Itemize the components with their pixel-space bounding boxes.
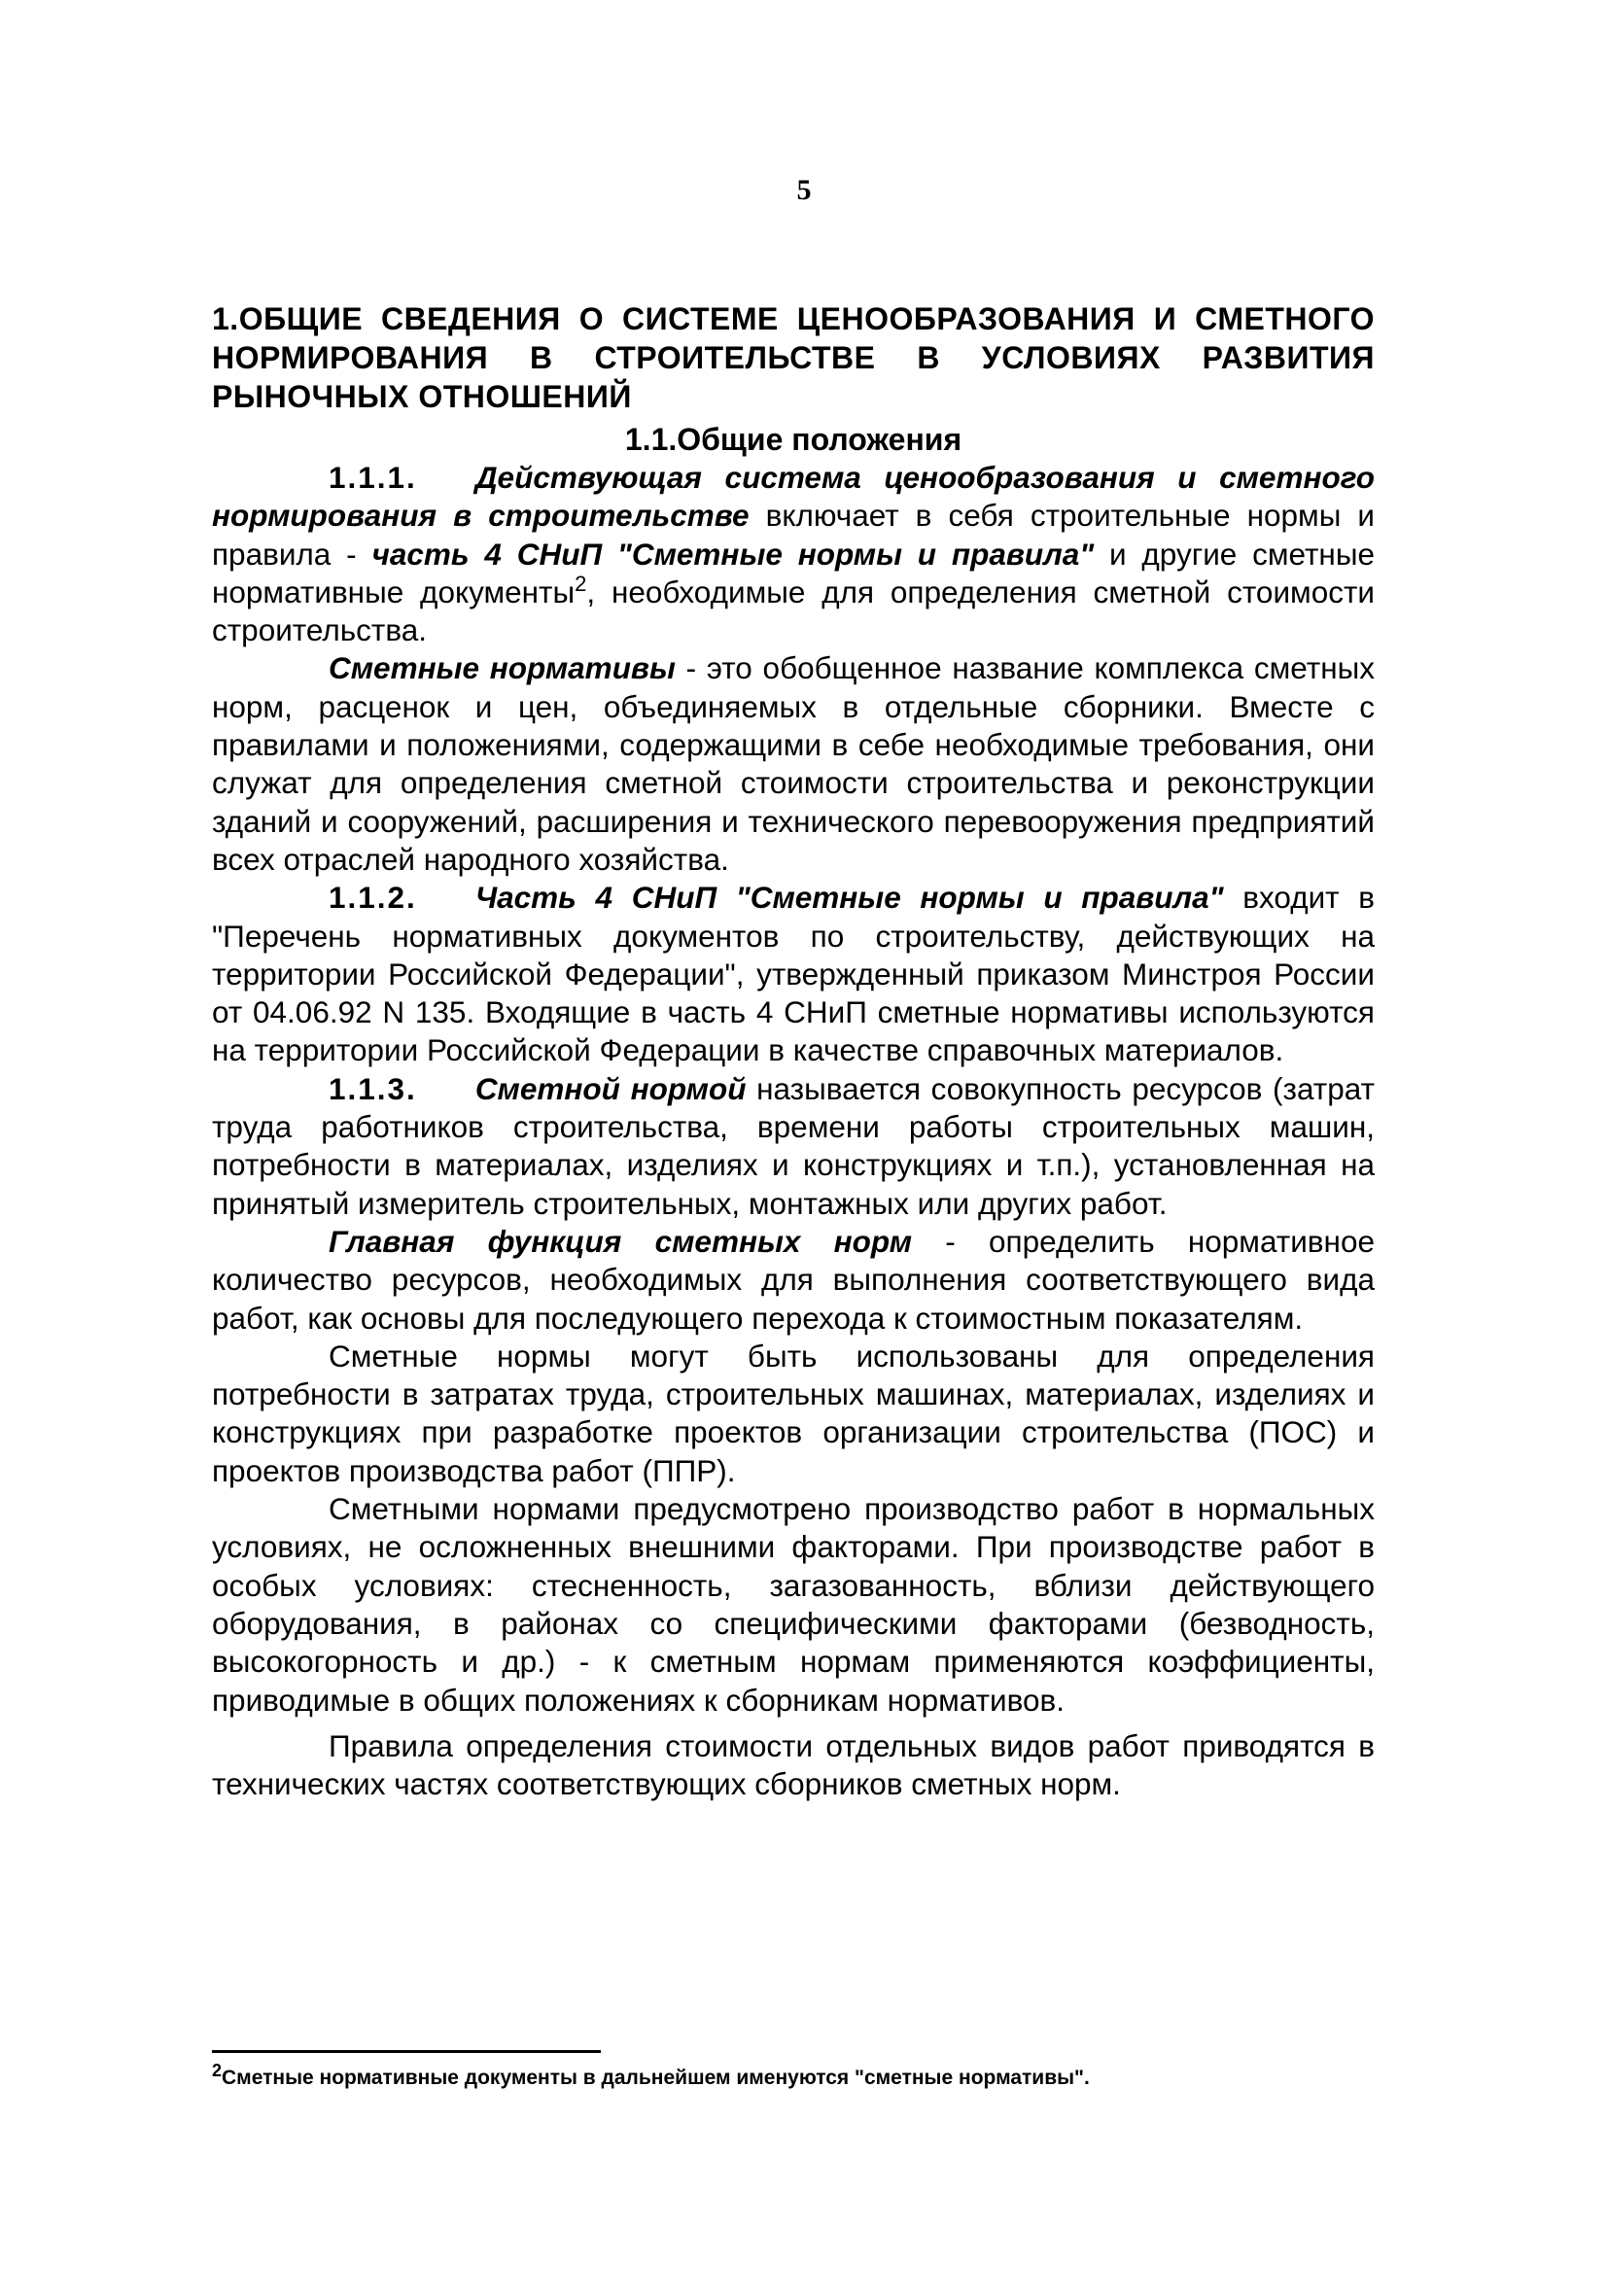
subsection-title: 1.1.Общие положения: [624, 422, 962, 457]
paragraph-norms-usage: Сметные нормы могут быть использованы для определения потребности в затратах труда, строительных машинах, материалах, изделиях и конструкциях при разработке проектов организации строительства (ПОС) и проектов производства работ (ППР).: [212, 1338, 1375, 1488]
paragraph-text: включает в себя строительные нормы и правила -: [212, 498, 1375, 572]
defined-term: Действующая система ценообразования и сметного нормирования в строительстве: [212, 460, 1375, 534]
defined-term: Главная функция сметных норм: [329, 1223, 913, 1259]
paragraph-cost-rules: Правила определения стоимости отдельных видов работ приводятся в технических частях соответствующих сборников сметных норм.: [212, 1727, 1375, 1802]
page-number: 5: [796, 174, 812, 206]
footnote-reference[interactable]: 2: [575, 571, 587, 596]
defined-term: часть 4 СНиП "Сметные нормы и правила": [371, 536, 1095, 572]
footnote-marker: 2: [212, 2061, 223, 2080]
paragraph-text: - это обобщенное название комплекса сметных норм, расценок и цен, объединяемых в отдельные сборники. Вместе с правилами и положениями, содержащими в себе необходимые требования, они служат для определения сметной стоимости строительства и реконструкции зданий и сооружений, расширения и технического перевооружения предприятий всех отраслей народного хозяйства.: [212, 650, 1375, 877]
defined-term: Сметные нормативы: [329, 650, 676, 686]
footnote-divider: [212, 2050, 601, 2053]
paragraph-text: и другие сметные нормативные документы: [212, 536, 1375, 609]
clause-number: 1.1.2.: [329, 880, 417, 916]
paragraph-text: , необходимые для определения сметной стоимости строительства.: [212, 574, 1375, 648]
footnote: [212, 2061, 1375, 2092]
paragraph-text: входит в "Перечень нормативных документов по строительству, действующих на территории Российской Федерации", утвержденный приказом Минстроя России от 04.06.92 N 135. Входящие в часть 4 СНиП сметные нормативы используются на территории Российской Федерации в качестве справочных материалов.: [212, 880, 1375, 1068]
paragraph-1-1-2: [212, 879, 1375, 1069]
paragraph-1-1-1: [212, 459, 1375, 649]
paragraph-1-1-3: [212, 1070, 1375, 1223]
paragraph-text: - определить нормативное количество ресурсов, необходимых для выполнения соответствующего вида работ, как основы для последующего перехода к стоимостным показателям.: [212, 1223, 1375, 1336]
footnote-text: Сметные нормативные документы в дальнейшем именуются "сметные нормативы".: [222, 2067, 1090, 2089]
defined-term: Часть 4 СНиП "Сметные нормы и правила": [474, 880, 1224, 916]
paragraph-text: называется совокупность ресурсов (затрат труда работников строительства, времени работы строительных машин, потребности в материалах, изделиях и конструкциях и т.п.), установленная на принятый измеритель строительных, монтажных или других работ.: [212, 1070, 1376, 1221]
paragraph-normal-conditions: Сметными нормами предусмотрено производство работ в нормальных условиях, не осложненных внешними факторами. При производстве работ в особых условиях: стесненность, загазованность, вблизи действующего оборудования, в районах со специфическими факторами (безводность, высокогорность и др.) - к сметным нормам применяются коэффициенты, приводимые в общих положениях к сборникам нормативов.: [212, 1491, 1375, 1718]
clause-number: 1.1.1.: [329, 460, 417, 495]
document-body: [212, 299, 1375, 1803]
defined-term: Сметной нормой: [474, 1070, 747, 1106]
section-title: 1.ОБЩИЕ СВЕДЕНИЯ О СИСТЕМЕ ЦЕНООБРАЗОВАНИЯ И СМЕТНОГО НОРМИРОВАНИЯ В СТРОИТЕЛЬСТВЕ В УСЛОВИЯХ РАЗВИТИЯ РЫНОЧНЫХ ОТНОШЕНИЙ: [212, 301, 1375, 414]
paragraph-main-function: [212, 1223, 1375, 1338]
clause-number: 1.1.3.: [329, 1070, 417, 1106]
paragraph-estimate-norms: [212, 649, 1375, 879]
